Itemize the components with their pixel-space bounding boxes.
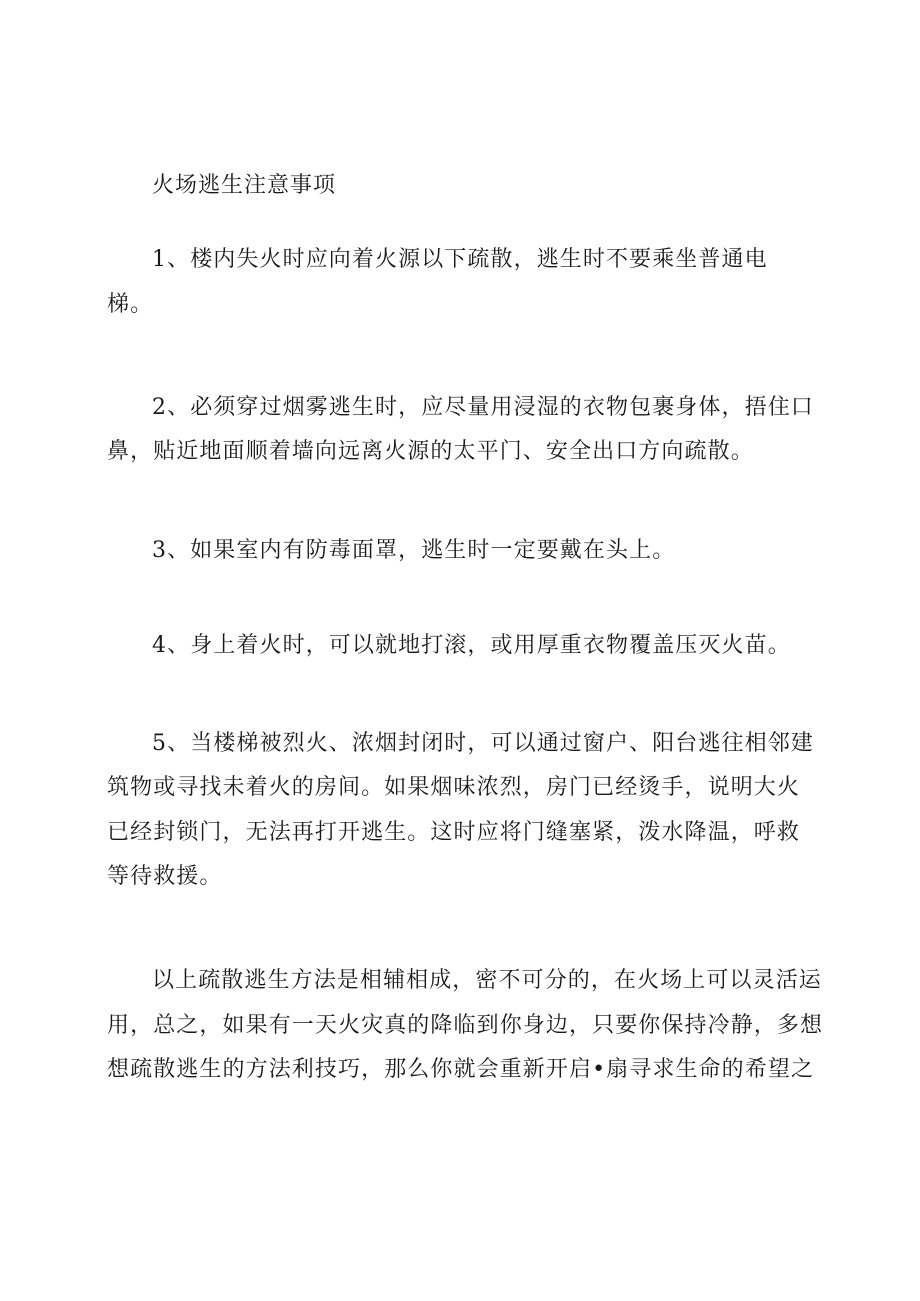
item-5-line-4: 等待救援。 [107, 864, 223, 889]
conclusion-line-3: 想疏散逃生的方法利技巧，那么你就会重新开启•扇寻求生命的希望之 [107, 1057, 815, 1082]
item-2-line-1: 2、必须穿过烟雾逃生时，应尽量用浸湿的衣物包裹身体，捂住口 [152, 395, 814, 420]
item-4-line-1: 4、身上着火时，可以就地打滚，或用厚重衣物覆盖压灭火苗。 [152, 633, 791, 658]
item-5-line-1: 5、当楼梯被烈火、浓烟封闭时，可以通过窗户、阳台逃往相邻建 [152, 731, 814, 756]
item-3-line-1: 3、如果室内有防毒面罩，逃生时一定要戴在头上。 [152, 538, 676, 563]
item-5-line-2: 筑物或寻找未着火的房间。如果烟味浓烈，房门已经烫手，说明大火 [107, 775, 801, 800]
conclusion-line-1: 以上疏散逃生方法是相辅相成，密不可分的，在火场上可以灵活运 [152, 968, 822, 993]
item-1-line-2: 梯。 [107, 292, 154, 317]
item-1-line-1: 1、楼内失火时应向着火源以下疏散，逃生时不要乘坐普通电 [152, 247, 768, 272]
item-2-line-2: 鼻，贴近地面顺着墙向远离火源的太平门、安全出口方向疏散。 [107, 439, 754, 464]
conclusion-line-2: 用，总之，如果有一天火灾真的降临到你身边，只要你保持冷静，多想 [107, 1013, 824, 1038]
document-title: 火场逃生注意事项 [152, 173, 337, 198]
item-5-line-3: 已经封锁门，无法再打开逃生。这时应将门缝塞紧，泼水降温，呼救 [107, 820, 801, 845]
